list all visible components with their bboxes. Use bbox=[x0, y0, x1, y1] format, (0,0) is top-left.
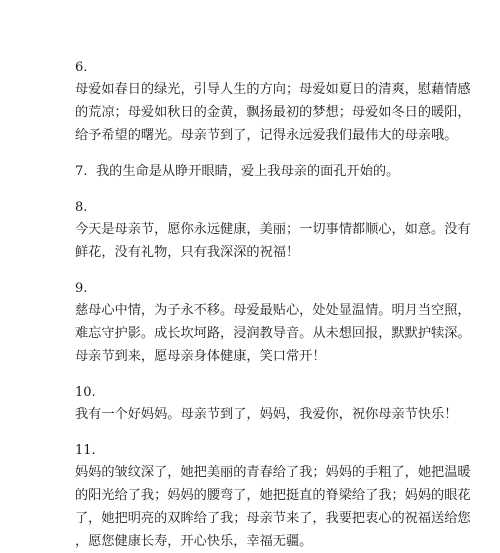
entry-text: 我的生命是从睁开眼睛，爱上我母亲的面孔开始的。 bbox=[95, 164, 400, 179]
entry-line: 慈母心中情，为子永不移。母爱最贴心，处处显温情。明月当空照， bbox=[75, 303, 471, 318]
entry-inline bbox=[75, 160, 423, 183]
entry-line: 难忘守护影。成长坎坷路，浸润教导音。从未想回报，默默护犊深。 bbox=[75, 326, 471, 341]
entry-line: 今天是母亲节，愿你永远健康，美丽；一切事情都顺心，如意。没有 bbox=[75, 222, 471, 237]
entry-line: 给予希望的曙光。母亲节到了，记得永远爱我们最伟大的母亲哦。 bbox=[75, 128, 458, 143]
entry-number: 7. bbox=[75, 164, 88, 179]
entry-line: 的阳光给了我；妈妈的腰弯了，她把挺直的脊梁给了我；妈妈的眼花 bbox=[75, 488, 471, 503]
entry-line: 我有一个好妈妈。母亲节到了，妈妈，我爱你，祝你母亲节快乐！ bbox=[75, 407, 458, 422]
entry-11 bbox=[75, 441, 471, 553]
entry-line: 母爱如春日的绿光，引导人生的方向；母爱如夏日的清爽，慰藉情感 bbox=[75, 82, 471, 97]
entry-number: 6. bbox=[75, 60, 88, 75]
entry-number: 11. bbox=[75, 443, 96, 458]
entry-line: 的荒凉；母爱如秋日的金黄，飘扬最初的梦想；母爱如冬日的暖阳， bbox=[75, 105, 471, 120]
entry-line: 妈妈的皱纹深了，她把美丽的青春给了我；妈妈的手粗了，她把温暖 bbox=[75, 465, 471, 480]
document-body bbox=[75, 58, 471, 553]
entry-number: 8. bbox=[75, 200, 88, 215]
entry-6 bbox=[75, 58, 471, 147]
entry-7 bbox=[75, 160, 423, 183]
entry-line: 了，她把明亮的双眸给了我；母亲节来了，我要把衷心的祝福送给您 bbox=[75, 511, 471, 526]
entry-10 bbox=[75, 383, 458, 426]
entry-8 bbox=[75, 198, 471, 264]
entry-line: 鲜花，没有礼物，只有我深深的祝福！ bbox=[75, 245, 300, 260]
entry-line: ，愿您健康长寿，开心快乐，幸福无疆。 bbox=[75, 534, 313, 549]
entry-line: 母亲节到来，愿母亲身体健康，笑口常开！ bbox=[75, 349, 326, 364]
entry-number: 9. bbox=[75, 281, 88, 296]
entry-number: 10. bbox=[75, 385, 96, 400]
entry-9 bbox=[75, 279, 471, 368]
